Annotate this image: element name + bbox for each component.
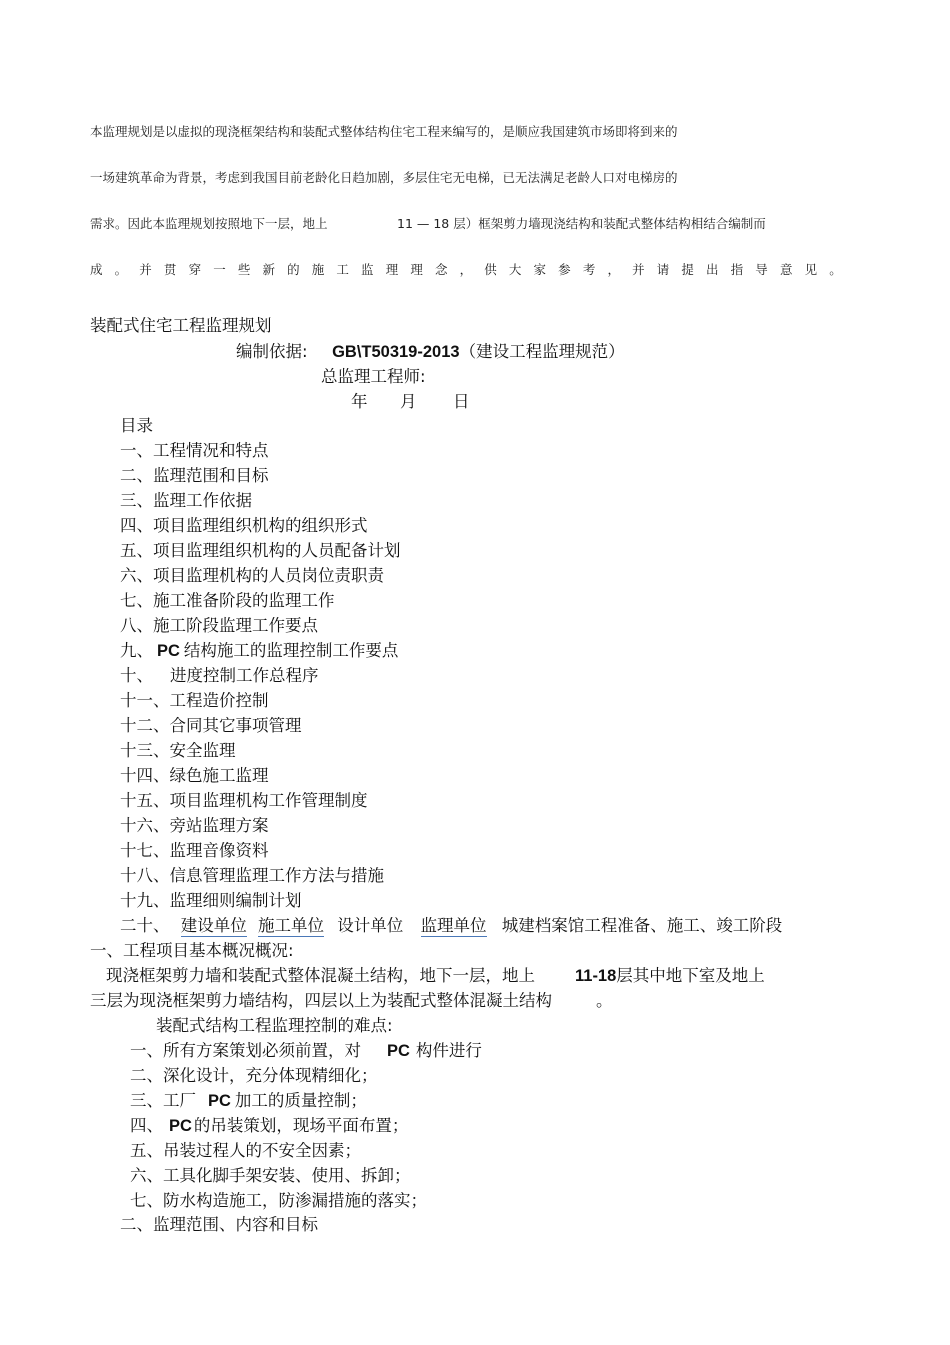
toc-item: 四、项目监理组织机构的组织形式 — [120, 516, 368, 535]
intro-char: 。 — [114, 262, 128, 277]
toc-item-9-text: 结构施工的监理控制工作要点 — [183, 641, 399, 660]
intro-char: 出 — [706, 262, 719, 277]
difficulty-item-1 — [130, 1043, 482, 1060]
intro-line-2: 一场建筑革命为背景，考虑到我国目前老龄化日趋加剧，多层住宅无电梯，已无法满足老龄人口对电梯房的 — [90, 170, 678, 185]
toc-item: 十二、合同其它事项管理 — [120, 716, 302, 735]
para-text-a: 现浇框架剪力墙和装配式整体混凝土结构，地下一层，地上 — [106, 966, 535, 985]
toc-item-10-text: 进度控制工作总程序 — [170, 666, 319, 685]
difficulty-3-text-a: 三、工厂 — [130, 1091, 196, 1110]
intro-char: 理 — [410, 262, 423, 277]
intro-char: 提 — [681, 262, 694, 277]
intro-char: 家 — [533, 262, 547, 277]
document-title: 装配式住宅工程监理规划 — [90, 316, 272, 335]
toc-item-9-pc: PC — [157, 642, 180, 660]
difficulty-item-2: 二、深化设计，充分体现精细化； — [130, 1066, 378, 1085]
toc-item: 十六、旁站监理方案 — [120, 816, 269, 835]
difficulty-4-pc: PC — [169, 1117, 192, 1135]
section-2-heading: 二、监理范围、内容和目标 — [120, 1215, 318, 1234]
intro-char: 念 — [434, 262, 448, 277]
intro-char: 监 — [361, 262, 374, 277]
toc-item-9-prefix: 九、 — [120, 641, 153, 660]
intro-char: 一 — [213, 262, 226, 277]
intro-char: ， — [459, 262, 473, 277]
intro-char: 新 — [262, 262, 275, 277]
section-1-para-line-2 — [90, 993, 613, 1010]
toc-item: 三、监理工作依据 — [120, 491, 252, 510]
difficulty-1-text-c: 构件进行 — [415, 1041, 482, 1060]
para-2-text: 三层为现浇框架剪力墙结构，四层以上为装配式整体混凝土结构 — [90, 991, 552, 1010]
intro-char: ， — [607, 262, 620, 277]
difficulty-heading: 装配式结构工程监理控制的难点: — [156, 1016, 393, 1035]
difficulty-item-7: 七、防水构造施工，防渗漏措施的落实； — [130, 1191, 427, 1210]
toc-item-10 — [120, 668, 319, 685]
toc-item: 五、项目监理组织机构的人员配备计划 — [120, 541, 401, 560]
intro-char: 理 — [385, 262, 399, 277]
difficulty-1-text-a: 一、所有方案策划必须前置，对 — [130, 1041, 361, 1060]
difficulty-3-text-c: 加工的质量控制； — [234, 1091, 367, 1110]
intro-char: 见 — [804, 262, 818, 277]
para-text-b: 层其中地下室及地上 — [616, 966, 765, 985]
date-day: 日 — [453, 392, 470, 411]
section-1-heading: 一、工程项目基本概况概况: — [90, 941, 294, 960]
intro-char: 贯 — [163, 262, 177, 277]
para-2-end: 。 — [596, 991, 613, 1010]
link-construction-unit[interactable]: 建设单位 — [180, 916, 247, 935]
intro-char: 供 — [484, 262, 497, 277]
toc-item: 十三、安全监理 — [120, 741, 236, 760]
difficulty-4-text-a: 四、 — [130, 1116, 163, 1135]
toc-item-9 — [120, 643, 398, 660]
compilation-basis — [236, 344, 625, 361]
intro-char: 指 — [730, 262, 744, 277]
link-supervision-unit[interactable]: 监理单位 — [420, 916, 487, 935]
intro-char: 意 — [779, 262, 793, 277]
intro-line-4 — [90, 264, 842, 277]
intro-char: 参 — [558, 262, 571, 277]
floor-range: 11-18 — [575, 967, 617, 985]
difficulty-item-6: 六、工具化脚手架安装、使用、拆卸； — [130, 1166, 411, 1185]
date-line — [351, 394, 470, 411]
intro-char: 大 — [508, 262, 522, 277]
toc-item: 十四、绿色施工监理 — [120, 766, 269, 785]
toc-item: 十八、信息管理监理工作方法与措施 — [120, 866, 384, 885]
toc-item: 十九、监理细则编制计划 — [120, 891, 302, 910]
toc-item-20 — [120, 918, 782, 935]
date-month: 月 — [400, 392, 417, 411]
difficulty-1-pc: PC — [387, 1042, 410, 1060]
intro-line-1: 本监理规划是以虚拟的现浇框架结构和装配式整体结构住宅工程来编写的，是顺应我国建筑市场即将到来的 — [90, 124, 678, 139]
difficulty-4-text-c: 的吊装策划，现场平面布置； — [193, 1116, 409, 1135]
link-contractor-unit[interactable]: 施工单位 — [258, 916, 324, 935]
toc-item: 八、施工阶段监理工作要点 — [120, 616, 318, 635]
basis-label: 编制依据: — [236, 342, 308, 361]
toc-item-20-tail: 城建档案馆工程准备、施工、竣工阶段 — [501, 916, 783, 935]
difficulty-item-5: 五、吊装过程人的不安全因素； — [130, 1141, 361, 1160]
difficulty-3-pc: PC — [208, 1092, 231, 1110]
design-unit-text: 设计单位 — [337, 916, 404, 935]
intro-line-3a: 需求。因此本监理规划按照地下一层，地上 — [90, 216, 328, 231]
basis-name: （建设工程监理规范） — [459, 342, 625, 361]
intro-char: 。 — [829, 262, 842, 277]
section-1-para-line-1 — [106, 968, 765, 985]
date-year: 年 — [351, 392, 368, 411]
chief-engineer-label: 总监理工程师: — [321, 367, 426, 386]
difficulty-item-4 — [130, 1118, 408, 1135]
intro-char: 请 — [656, 262, 670, 277]
intro-char: 施 — [311, 262, 325, 277]
toc-item: 一、工程情况和特点 — [120, 441, 269, 460]
intro-char: 考 — [582, 262, 596, 277]
intro-char: 导 — [755, 262, 768, 277]
intro-char: 并 — [632, 262, 645, 277]
toc-item: 十七、监理音像资料 — [120, 841, 269, 860]
toc-item: 二、监理范围和目标 — [120, 466, 269, 485]
toc-item: 六、项目监理机构的人员岗位责职责 — [120, 566, 384, 585]
intro-char: 的 — [287, 262, 300, 277]
intro-char: 穿 — [188, 262, 202, 277]
toc-item: 七、施工准备阶段的监理工作 — [120, 591, 335, 610]
toc-heading: 目录 — [120, 416, 153, 435]
difficulty-item-3 — [130, 1093, 367, 1110]
intro-char: 些 — [237, 262, 251, 277]
intro-char: 并 — [139, 262, 152, 277]
toc-item-20-prefix: 二十、 — [120, 916, 170, 935]
intro-line-3b: 11 — 18 层）框架剪力墙现浇结构和装配式整体结构相结合编制而 — [397, 216, 766, 231]
basis-code: GB\T50319-2013 — [332, 343, 460, 361]
toc-item: 十一、工程造价控制 — [120, 691, 269, 710]
intro-char: 工 — [336, 262, 349, 277]
toc-item: 十五、项目监理机构工作管理制度 — [120, 791, 368, 810]
intro-char: 成 — [90, 262, 103, 277]
toc-item-10-prefix: 十、 — [120, 666, 153, 685]
